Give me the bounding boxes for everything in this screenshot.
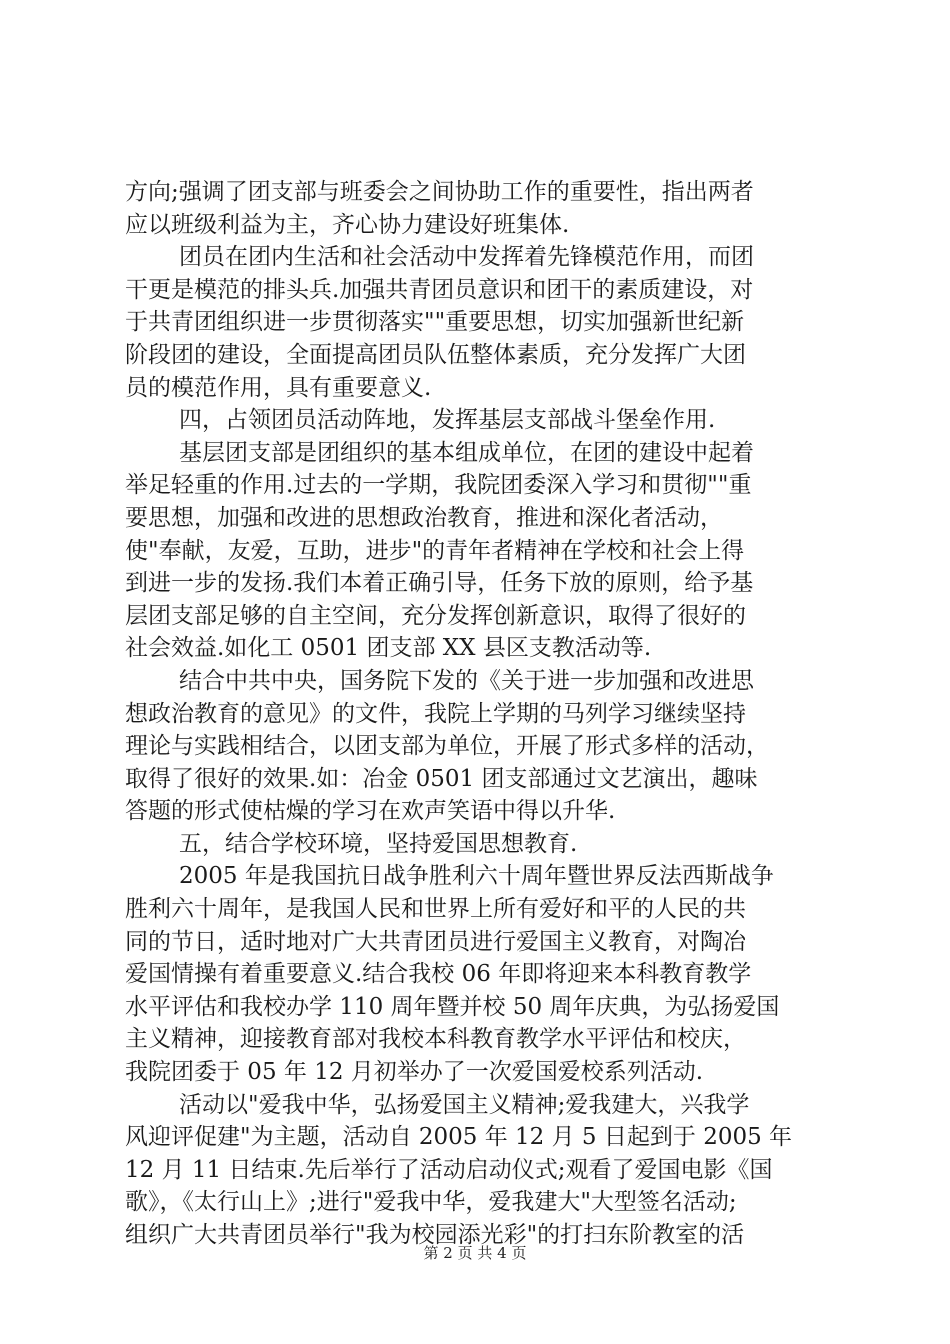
- text-line: 胜利六十周年，是我国人民和世界上所有爱好和平的人民的共: [125, 896, 746, 923]
- text-line: 应以班级利益为主，齐心协力建设好班集体.: [125, 211, 570, 238]
- document-body: [125, 176, 835, 1252]
- text-line: 12 月 11 日结束.先后举行了活动启动仪式;观看了爱国电影《国: [125, 1156, 773, 1183]
- text-line: 主义精神，迎接教育部对我校本科教育教学水平评估和校庆，: [125, 1026, 746, 1053]
- text-line: 答题的形式使枯燥的学习在欢声笑语中得以升华.: [125, 798, 616, 825]
- paragraph-first-line: 五，结合学校环境，坚持爱国思想教育.: [179, 830, 578, 857]
- paragraph-first-line: 四，占领团员活动阵地，发挥基层支部战斗堡垒作用.: [179, 407, 716, 434]
- text-line: 组织广大共青团员举行"我为校园添光彩"的打扫东阶教室的活: [125, 1222, 745, 1248]
- text-line: 方向;强调了团支部与班委会之间协助工作的重要性，指出两者: [125, 179, 754, 205]
- text-line: 层团支部足够的自主空间，充分发挥创新意识，取得了很好的: [125, 602, 746, 629]
- text-line: 想政治教育的意见》的文件，我院上学期的马列学习继续坚持: [125, 700, 746, 727]
- paragraph-first-line: 结合中共中央，国务院下发的《关于进一步加强和改进思: [179, 667, 754, 694]
- text-line: 干更是模范的排头兵.加强共青团员意识和团干的素质建设，对: [125, 276, 754, 303]
- text-line: 社会效益.如化工 0501 团支部 XX 县区支教活动等.: [125, 635, 652, 662]
- text-line: 我院团委于 05 年 12 月初举办了一次爱国爱校系列活动.: [125, 1059, 704, 1086]
- text-line: 使"奉献，友爱，互助，进步"的青年者精神在学校和社会上得: [125, 537, 745, 564]
- text-line: 举足轻重的作用.过去的一学期，我院团委深入学习和贯彻""重: [125, 472, 752, 499]
- page-footer: 第 2 页 共 4 页: [423, 1244, 527, 1262]
- text-line: 取得了很好的效果.如：冶金 0501 团支部通过文艺演出，趣味: [125, 765, 758, 792]
- text-line: 要思想，加强和改进的思想政治教育，推进和深化者活动，: [125, 504, 723, 531]
- text-line: 于共青团组织进一步贯彻落实""重要思想，切实加强新世纪新: [125, 309, 745, 336]
- text-line: 同的节日，适时地对广大共青团员进行爱国主义教育，对陶冶: [125, 928, 746, 955]
- text-line: 阶段团的建设，全面提高团员队伍整体素质，充分发挥广大团: [125, 341, 746, 368]
- text-line: 理论与实践相结合，以团支部为单位，开展了形式多样的活动，: [125, 733, 769, 760]
- text-line: 水平评估和我校办学 110 周年暨并校 50 周年庆典，为弘扬爱国: [125, 993, 780, 1020]
- text-line: 员的模范作用，具有重要意义.: [125, 374, 432, 401]
- text-line: 到进一步的发扬.我们本着正确引导，任务下放的原则，给予基: [125, 570, 754, 597]
- text-line: 爱国情操有着重要意义.结合我校 06 年即将迎来本科教育教学: [125, 961, 752, 988]
- paragraph-first-line: 团员在团内生活和社会活动中发挥着先锋模范作用，而团: [179, 244, 754, 271]
- paragraph-first-line: 基层团支部是团组织的基本组成单位，在团的建设中起着: [179, 439, 754, 466]
- paragraph-first-line: 活动以"爱我中华，弘扬爱国主义精神;爱我建大，兴我学: [179, 1091, 750, 1118]
- text-line: 风迎评促建"为主题，活动自 2005 年 12 月 5 日起到于 2005 年: [125, 1124, 793, 1151]
- paragraph-first-line: 2005 年是我国抗日战争胜利六十周年暨世界反法西斯战争: [179, 863, 774, 890]
- text-line: 歌》，《太行山上》;进行"爱我中华，爱我建大"大型签名活动;: [125, 1189, 737, 1216]
